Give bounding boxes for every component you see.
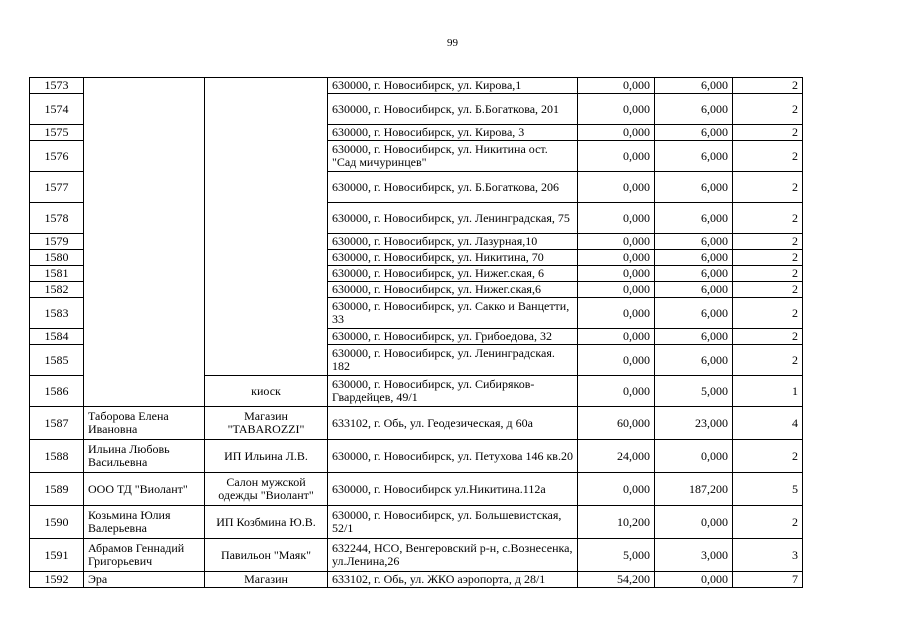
row-number: 1592	[30, 572, 84, 588]
address-cell: 630000, г. Новосибирск, ул. Кирова,1	[328, 78, 578, 94]
address-cell: 630000, г. Новосибирск, ул. Ленинградская, 75	[328, 203, 578, 234]
address-cell: 630000, г. Новосибирск, ул. Ленинградская. 182	[328, 345, 578, 376]
row-number: 1574	[30, 94, 84, 125]
value-cell-1: 10,200	[578, 506, 655, 539]
value-cell-2: 0,000	[655, 572, 733, 588]
row-number: 1580	[30, 250, 84, 266]
value-cell-3: 2	[733, 234, 803, 250]
address-cell: 630000, г. Новосибирск, ул. Нижег.ская,6	[328, 282, 578, 298]
value-cell-1: 0,000	[578, 329, 655, 345]
value-cell-1: 0,000	[578, 203, 655, 234]
value-cell-2: 5,000	[655, 376, 733, 407]
owner-cell	[84, 78, 205, 407]
address-cell: 630000, г. Новосибирск, ул. Грибоедова, 32	[328, 329, 578, 345]
value-cell-3: 2	[733, 506, 803, 539]
address-cell: 630000, г. Новосибирск, ул. Б.Богаткова, 206	[328, 172, 578, 203]
address-cell: 633102, г. Обь, ул. ЖКО аэропорта, д 28/1	[328, 572, 578, 588]
object-cell: Магазин "TABAROZZI"	[205, 407, 328, 440]
owner-cell: Абрамов Геннадий Григорьевич	[84, 539, 205, 572]
value-cell-1: 0,000	[578, 78, 655, 94]
row-number: 1583	[30, 298, 84, 329]
owner-cell: Эра	[84, 572, 205, 588]
row-number: 1589	[30, 473, 84, 506]
value-cell-2: 6,000	[655, 345, 733, 376]
row-number: 1584	[30, 329, 84, 345]
value-cell-1: 0,000	[578, 125, 655, 141]
value-cell-1: 0,000	[578, 345, 655, 376]
value-cell-1: 0,000	[578, 376, 655, 407]
table-row	[30, 78, 803, 94]
object-cell: ИП Козбмина Ю.В.	[205, 506, 328, 539]
value-cell-1: 24,000	[578, 440, 655, 473]
value-cell-1: 60,000	[578, 407, 655, 440]
value-cell-3: 3	[733, 539, 803, 572]
value-cell-1: 0,000	[578, 250, 655, 266]
table-row	[30, 407, 803, 440]
value-cell-3: 2	[733, 125, 803, 141]
owner-cell: Ильина Любовь Васильевна	[84, 440, 205, 473]
value-cell-1: 0,000	[578, 94, 655, 125]
row-number: 1581	[30, 266, 84, 282]
row-number: 1591	[30, 539, 84, 572]
registry-table	[29, 77, 803, 588]
owner-cell: Таборова Елена Ивановна	[84, 407, 205, 440]
value-cell-3: 2	[733, 250, 803, 266]
row-number: 1582	[30, 282, 84, 298]
page-number: 99	[447, 37, 458, 49]
row-number: 1577	[30, 172, 84, 203]
value-cell-2: 6,000	[655, 203, 733, 234]
address-cell: 630000, г. Новосибирск, ул. Сибиряков-Гвардейцев, 49/1	[328, 376, 578, 407]
value-cell-3: 7	[733, 572, 803, 588]
object-cell: Салон мужской одежды "Виолант"	[205, 473, 328, 506]
row-number: 1573	[30, 78, 84, 94]
value-cell-3: 2	[733, 282, 803, 298]
address-cell: 630000, г. Новосибирск, ул. Лазурная,10	[328, 234, 578, 250]
table-row	[30, 506, 803, 539]
object-cell: ИП Ильина Л.В.	[205, 440, 328, 473]
value-cell-3: 4	[733, 407, 803, 440]
value-cell-2: 6,000	[655, 298, 733, 329]
value-cell-1: 0,000	[578, 298, 655, 329]
value-cell-2: 6,000	[655, 94, 733, 125]
row-number: 1579	[30, 234, 84, 250]
value-cell-2: 6,000	[655, 141, 733, 172]
value-cell-3: 2	[733, 203, 803, 234]
value-cell-3: 5	[733, 473, 803, 506]
owner-cell: ООО ТД "Виолант"	[84, 473, 205, 506]
value-cell-3: 2	[733, 141, 803, 172]
value-cell-1: 0,000	[578, 473, 655, 506]
address-cell: 630000, г. Новосибирск ул.Никитина.112а	[328, 473, 578, 506]
value-cell-2: 23,000	[655, 407, 733, 440]
value-cell-3: 2	[733, 172, 803, 203]
value-cell-2: 6,000	[655, 172, 733, 203]
value-cell-1: 0,000	[578, 172, 655, 203]
value-cell-3: 2	[733, 345, 803, 376]
address-cell: 630000, г. Новосибирск, ул. Большевистская, 52/1	[328, 506, 578, 539]
value-cell-2: 6,000	[655, 234, 733, 250]
value-cell-2: 6,000	[655, 266, 733, 282]
value-cell-3: 2	[733, 94, 803, 125]
value-cell-1: 0,000	[578, 141, 655, 172]
owner-cell: Козьмина Юлия Валерьевна	[84, 506, 205, 539]
value-cell-2: 6,000	[655, 329, 733, 345]
value-cell-1: 0,000	[578, 266, 655, 282]
table-row	[30, 572, 803, 588]
address-cell: 630000, г. Новосибирск, ул. Б.Богаткова, 201	[328, 94, 578, 125]
row-number: 1575	[30, 125, 84, 141]
value-cell-3: 2	[733, 78, 803, 94]
value-cell-2: 6,000	[655, 125, 733, 141]
value-cell-1: 54,200	[578, 572, 655, 588]
value-cell-2: 6,000	[655, 78, 733, 94]
value-cell-3: 2	[733, 329, 803, 345]
row-number: 1585	[30, 345, 84, 376]
object-cell: киоск	[205, 376, 328, 407]
row-number: 1586	[30, 376, 84, 407]
value-cell-3: 1	[733, 376, 803, 407]
address-cell: 632244, НСО, Венгеровский р-н, с.Вознесенка, ул.Ленина,26	[328, 539, 578, 572]
table-row	[30, 539, 803, 572]
value-cell-2: 6,000	[655, 250, 733, 266]
row-number: 1590	[30, 506, 84, 539]
value-cell-3: 2	[733, 440, 803, 473]
address-cell: 630000, г. Новосибирск, ул. Сакко и Ванцетти, 33	[328, 298, 578, 329]
value-cell-1: 0,000	[578, 234, 655, 250]
object-cell: Павильон "Маяк"	[205, 539, 328, 572]
value-cell-2: 187,200	[655, 473, 733, 506]
value-cell-2: 3,000	[655, 539, 733, 572]
value-cell-2: 0,000	[655, 440, 733, 473]
address-cell: 630000, г. Новосибирск, ул. Кирова, 3	[328, 125, 578, 141]
address-cell: 630000, г. Новосибирск, ул. Никитина, 70	[328, 250, 578, 266]
address-cell: 630000, г. Новосибирск, ул. Петухова 146 кв.20	[328, 440, 578, 473]
table-row	[30, 473, 803, 506]
row-number: 1588	[30, 440, 84, 473]
address-cell: 633102, г. Обь, ул. Геодезическая, д 60а	[328, 407, 578, 440]
value-cell-1: 0,000	[578, 282, 655, 298]
address-cell: 630000, г. Новосибирск, ул. Никитина ост. "Сад мичуринцев"	[328, 141, 578, 172]
value-cell-3: 2	[733, 266, 803, 282]
object-cell: Магазин	[205, 572, 328, 588]
object-cell	[205, 78, 328, 376]
value-cell-1: 5,000	[578, 539, 655, 572]
value-cell-2: 6,000	[655, 282, 733, 298]
address-cell: 630000, г. Новосибирск, ул. Нижег.ская, 6	[328, 266, 578, 282]
value-cell-3: 2	[733, 298, 803, 329]
row-number: 1576	[30, 141, 84, 172]
row-number: 1578	[30, 203, 84, 234]
value-cell-2: 0,000	[655, 506, 733, 539]
table-row	[30, 440, 803, 473]
row-number: 1587	[30, 407, 84, 440]
